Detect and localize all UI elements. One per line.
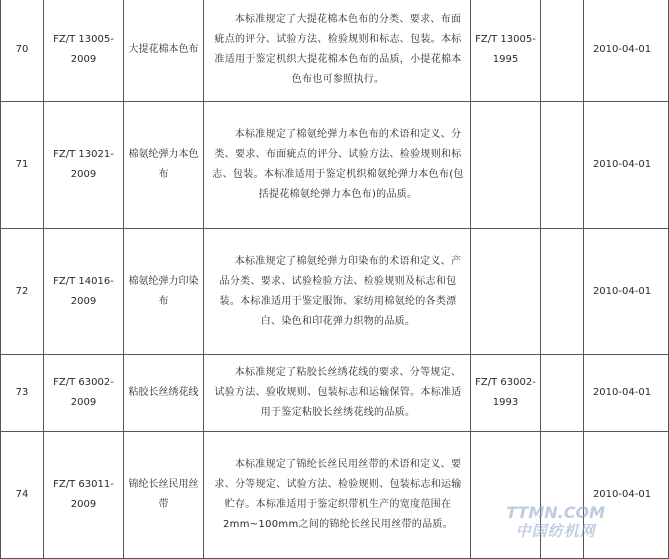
row-number: 71 — [1, 102, 44, 229]
watermark-line1: TTMN.COM — [506, 503, 605, 522]
row-number: 70 — [1, 0, 44, 102]
table-row — [1, 102, 669, 229]
standard-description — [204, 102, 471, 229]
description-text: 本标准规定了锦纶长丝民用丝带的术语和定义、要求、分等规定、试验方法、检验规则、包装标志和运输贮存。本标准适用于鉴定织带机生产的宽度范围在2mm~100mm之间的锦纶长丝民用丝带的品质。 — [214, 459, 462, 530]
standard-code: FZ/T 63002-2009 — [44, 355, 124, 432]
row-number: 74 — [1, 432, 44, 559]
standard-description — [204, 432, 471, 559]
implementation-date: 2010-04-01 — [584, 432, 669, 559]
standard-name: 锦纶长丝民用丝带 — [124, 432, 204, 559]
replaced-standard: FZ/T 63002-1993 — [471, 355, 541, 432]
description-text: 本标准规定了棉氨纶弹力印染布的术语和定义、产品分类、要求、试验检验方法、检验规则及标志和包装。本标准适用于鉴定服饰、家纺用棉氨纶的各类漂白、染色和印花弹力织物的品质。 — [219, 255, 462, 327]
implementation-date: 2010-04-01 — [584, 355, 669, 432]
watermark-line2: 中国纺机网 — [515, 522, 596, 540]
standard-description — [204, 0, 471, 102]
empty-cell — [541, 0, 584, 102]
standard-code: FZ/T 63011-2009 — [44, 432, 124, 559]
implementation-date: 2010-04-01 — [584, 229, 669, 355]
empty-cell — [541, 355, 584, 432]
standard-code: FZ/T 13021-2009 — [44, 102, 124, 229]
implementation-date: 2010-04-01 — [584, 0, 669, 102]
standard-code: FZ/T 13005-2009 — [44, 0, 124, 102]
replaced-standard — [471, 102, 541, 229]
description-text: 本标准规定了粘胶长丝绣花线的要求、分等规定、试验方法、验收规则、包装标志和运输保管。本标准适用于鉴定粘胶长丝绣花线的品质。 — [214, 367, 462, 418]
description-text: 本标准规定了大提花棉本色布的分类、要求、布面疵点的评分、试验方法、检验规则和标志、包装。本标准适用于鉴定机织大提花棉本色布的品质，小提花棉本色布也可参照执行。 — [214, 13, 462, 85]
table-row — [1, 229, 669, 355]
row-number: 73 — [1, 355, 44, 432]
standard-code: FZ/T 14016-2009 — [44, 229, 124, 355]
table-row — [1, 355, 669, 432]
description-text: 本标准规定了棉氨纶弹力本色布的术语和定义、分类、要求、布面疵点的评分、试验方法、检验规则和标志、包装。本标准适用于鉴定机织棉氨纶弹力本色布(包括提花棉氨纶弹力本色布)的品质。 — [212, 129, 464, 200]
standard-name: 棉氨纶弹力印染布 — [124, 229, 204, 355]
replaced-standard: FZ/T 13005-1995 — [471, 0, 541, 102]
standard-name: 棉氨纶弹力本色布 — [124, 102, 204, 229]
replaced-standard — [471, 229, 541, 355]
standard-name: 粘胶长丝绣花线 — [124, 355, 204, 432]
watermark-logo — [506, 504, 605, 540]
empty-cell — [541, 102, 584, 229]
standard-description — [204, 229, 471, 355]
implementation-date: 2010-04-01 — [584, 102, 669, 229]
standard-name: 大提花棉本色布 — [124, 0, 204, 102]
standard-description — [204, 355, 471, 432]
empty-cell — [541, 229, 584, 355]
table-row — [1, 0, 669, 102]
row-number: 72 — [1, 229, 44, 355]
